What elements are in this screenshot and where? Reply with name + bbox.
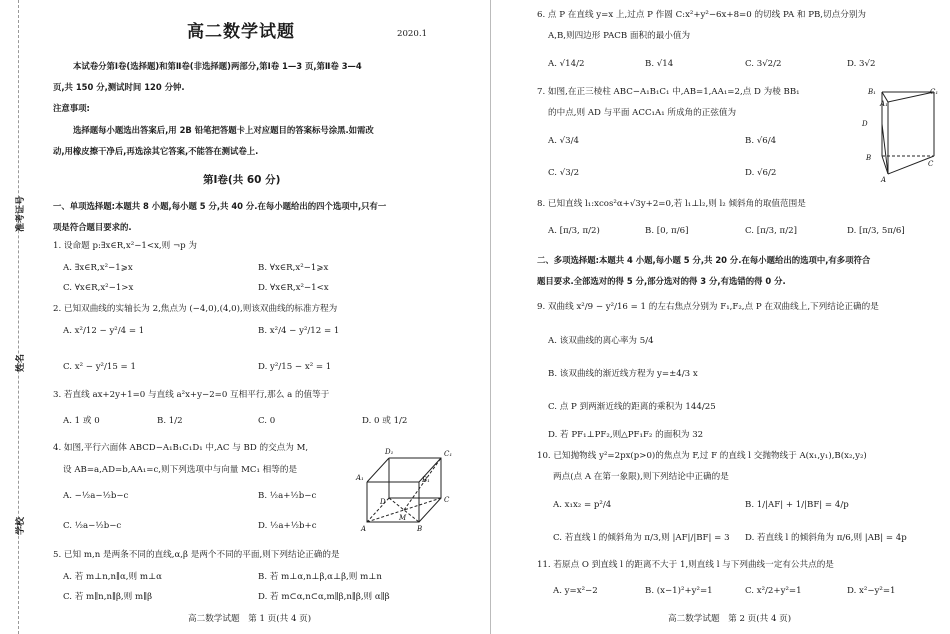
q3-option-b: B. 1/2 — [157, 416, 183, 426]
page-2-footer: 高二数学试题 第 2 页(共 4 页) — [668, 614, 792, 624]
binding-line — [18, 0, 19, 634]
q3-option-c: C. 0 — [258, 416, 276, 426]
school-label: 学校 — [16, 516, 26, 535]
question-6-line-2: A,B,则四边形 PACB 面积的最小值为 — [548, 31, 691, 41]
q1-option-c: C. ∀x∈R,x²−1>x — [63, 283, 134, 293]
exam-date: 2020.1 — [397, 29, 428, 39]
question-5: 5. 已知 m,n 是两条不同的直线,α,β 是两个不同的平面,则下列结论正确的是 — [53, 550, 340, 560]
intro-line-1: 本试卷分第Ⅰ卷(选择题)和第Ⅱ卷(非选择题)两部分,第Ⅰ卷 1—3 页,第Ⅱ卷 3—4 — [73, 61, 362, 71]
q6-option-a: A. √14/2 — [548, 59, 585, 69]
section-1-line-1: 一、单项选择题:本题共 8 小题,每小题 5 分,共 40 分.在每小题给出的四个选项中,只有一 — [53, 201, 387, 211]
q3-option-d: D. 0 或 1/2 — [362, 416, 408, 426]
q2-option-a: A. x²/12 − y²/4 = 1 — [63, 326, 145, 336]
fig7-label-c: C — [928, 160, 934, 168]
q1-option-b: B. ∀x∈R,x²−1⩾x — [258, 263, 329, 273]
prism-figure — [858, 84, 942, 184]
fig4-label-a1: A₁ — [356, 474, 364, 482]
fig4-label-m: M — [399, 514, 407, 522]
notice-line-1: 选择题每小题选出答案后,用 2B 铅笔把答题卡上对应题目的答案标号涂黑.如需改 — [73, 125, 374, 135]
fig4-label-c: C — [444, 496, 450, 504]
question-1: 1. 设命题 p:∃x∈R,x²−1<x,则 ¬p 为 — [53, 241, 198, 251]
question-8: 8. 已知直线 l₁:xcos²α+√3y+2=0,若 l₁⊥l₂,则 l₂ 倾斜角的取值范围是 — [537, 199, 806, 209]
section-2-line-1: 二、多项选择题:本题共 4 小题,每小题 5 分,共 20 分.在每小题给出的选项中,有多项符合 — [537, 255, 871, 265]
fig4-label-c1: C₁ — [444, 450, 453, 458]
question-4-line-2: 设 AB=a,AD=b,AA₁=c,则下列选项中与向量 MC₁ 相等的是 — [63, 465, 298, 475]
q1-option-a: A. ∃x∈R,x²−1⩾x — [63, 263, 133, 273]
question-9: 9. 双曲线 x²/9 − y²/16 = 1 的左右焦点分别为 F₁,F₂,点 P 在双曲线上,下列结论正确的是 — [537, 302, 879, 312]
q7-option-d: D. √6/2 — [745, 168, 777, 178]
q5-option-c: C. 若 m∥n,n∥β,则 m∥β — [63, 592, 153, 602]
question-7-line-2: 的中点,则 AD 与平面 ACC₁A₁ 所成角的正弦值为 — [548, 108, 737, 118]
fig7-label-d: D — [862, 120, 868, 128]
page-divider — [490, 0, 491, 634]
q10-option-d: D. 若直线 l 的倾斜角为 π/6,则 |AB| = 4p — [745, 533, 907, 543]
fig7-label-b1: B₁ — [868, 88, 876, 96]
q7-option-a: A. √3/4 — [548, 136, 579, 146]
q7-option-c: C. √3/2 — [548, 168, 580, 178]
q2-option-d: D. y²/15 − x² = 1 — [258, 362, 332, 372]
q6-option-b: B. √14 — [645, 59, 674, 69]
q3-option-a: A. 1 或 0 — [63, 416, 100, 426]
q5-option-a: A. 若 m⊥n,n∥α,则 m⊥α — [63, 572, 162, 582]
fig4-label-d1: D₁ — [385, 448, 394, 456]
q7-option-b: B. √6/4 — [745, 136, 777, 146]
q9-option-c: C. 点 P 到两渐近线的距离的乘积为 144/25 — [548, 402, 716, 412]
q9-option-b: B. 该双曲线的渐近线方程为 y=±4/3 x — [548, 369, 698, 379]
question-2: 2. 已知双曲线的实轴长为 2,焦点为 (−4,0),(4,0),则该双曲线的标准方程为 — [53, 304, 338, 314]
q8-option-c: C. [π/3, π/2] — [745, 226, 797, 236]
fig4-label-d: D — [380, 498, 386, 506]
section-2-line-2: 题目要求.全部选对的得 5 分,部分选对的得 3 分,有选错的得 0 分. — [537, 276, 786, 286]
q11-option-a: A. y=x²−2 — [553, 586, 598, 596]
fig7-label-a: A — [881, 176, 887, 184]
q8-option-b: B. [0, π/6] — [645, 226, 689, 236]
q9-option-a: A. 该双曲线的离心率为 5/4 — [548, 336, 654, 346]
question-7-line-1: 7. 如图,在正三棱柱 ABC−A₁B₁C₁ 中,AB=1,AA₁=2,点 D 为棱 BB₁ — [537, 87, 800, 97]
fig4-label-b: B — [417, 525, 423, 533]
page-title: 高二数学试题 — [187, 22, 295, 42]
exam-number-label: 准考证号 — [16, 195, 26, 232]
section-1-line-2: 项是符合题目要求的. — [53, 222, 132, 232]
page-1-footer: 高二数学试题 第 1 页(共 4 页) — [188, 614, 312, 624]
parallelepiped-figure — [355, 440, 455, 540]
q2-option-b: B. x²/4 − y²/12 = 1 — [258, 326, 340, 336]
q10-option-a: A. x₁x₂ = p²/4 — [553, 500, 612, 510]
q11-option-d: D. x²−y²=1 — [847, 586, 896, 596]
fig4-label-b1: B₁ — [422, 476, 430, 484]
question-10-line-1: 10. 已知抛物线 y²=2px(p>0)的焦点为 F,过 F 的直线 l 交抛物线于 A(x₁,y₁),B(x₂,y₂) — [537, 451, 867, 461]
q5-option-b: B. 若 m⊥α,n⊥β,α⊥β,则 m⊥n — [258, 572, 382, 582]
notice-title: 注意事项: — [53, 103, 90, 113]
q5-option-d: D. 若 m⊂α,n⊂α,m∥β,n∥β,则 α∥β — [258, 592, 390, 602]
notice-line-2: 动,用橡皮擦干净后,再选涂其它答案,不能答在测试卷上. — [53, 146, 259, 156]
q9-option-d: D. 若 PF₁⊥PF₂,则△PF₁F₂ 的面积为 32 — [548, 430, 704, 440]
q6-option-c: C. 3√2/2 — [745, 59, 782, 69]
q10-option-b: B. 1/|AF| + 1/|BF| = 4/p — [745, 500, 849, 510]
question-4-line-1: 4. 如图,平行六面体 ABCD−A₁B₁C₁D₁ 中,AC 与 BD 的交点为 M, — [53, 443, 309, 453]
q8-option-a: A. [π/3, π/2) — [548, 226, 600, 236]
q6-option-d: D. 3√2 — [847, 59, 876, 69]
question-6-line-1: 6. 点 P 在直线 y=x 上,过点 P 作圆 C:x²+y²−6x+8=0 的切线 PA 和 PB,切点分别为 — [537, 10, 867, 20]
q4-option-c: C. ½a−½b−c — [63, 521, 122, 531]
q1-option-d: D. ∀x∈R,x²−1<x — [258, 283, 329, 293]
q4-option-b: B. ½a+½b−c — [258, 491, 317, 501]
fig4-label-a: A — [361, 525, 367, 533]
fig7-label-a1: A₁ — [880, 100, 888, 108]
q11-option-b: B. (x−1)²+y²=1 — [645, 586, 713, 596]
part-one-title: 第Ⅰ卷(共 60 分) — [203, 174, 281, 186]
q4-option-a: A. −½a−½b−c — [63, 491, 129, 501]
question-10-line-2: 两点(点 A 在第一象限),则下列结论中正确的是 — [553, 472, 729, 482]
question-11: 11. 若原点 O 到直线 l 的距离不大于 1,则直线 l 与下列曲线一定有公共点的是 — [537, 560, 834, 570]
name-label: 姓名 — [16, 353, 26, 372]
question-3: 3. 若直线 ax+2y+1=0 与直线 a²x+y−2=0 互相平行,那么 a 的值等于 — [53, 390, 330, 400]
fig7-label-c1: C₁ — [930, 88, 939, 96]
intro-line-2: 页,共 150 分,测试时间 120 分钟. — [53, 82, 185, 92]
q2-option-c: C. x² − y²/15 = 1 — [63, 362, 136, 372]
q4-option-d: D. ½a+½b+c — [258, 521, 317, 531]
q8-option-d: D. [π/3, 5π/6] — [847, 226, 905, 236]
fig7-label-b: B — [866, 154, 872, 162]
q11-option-c: C. x²/2+y²=1 — [745, 586, 802, 596]
q10-option-c: C. 若直线 l 的倾斜角为 π/3,则 |AF|/|BF| = 3 — [553, 533, 730, 543]
